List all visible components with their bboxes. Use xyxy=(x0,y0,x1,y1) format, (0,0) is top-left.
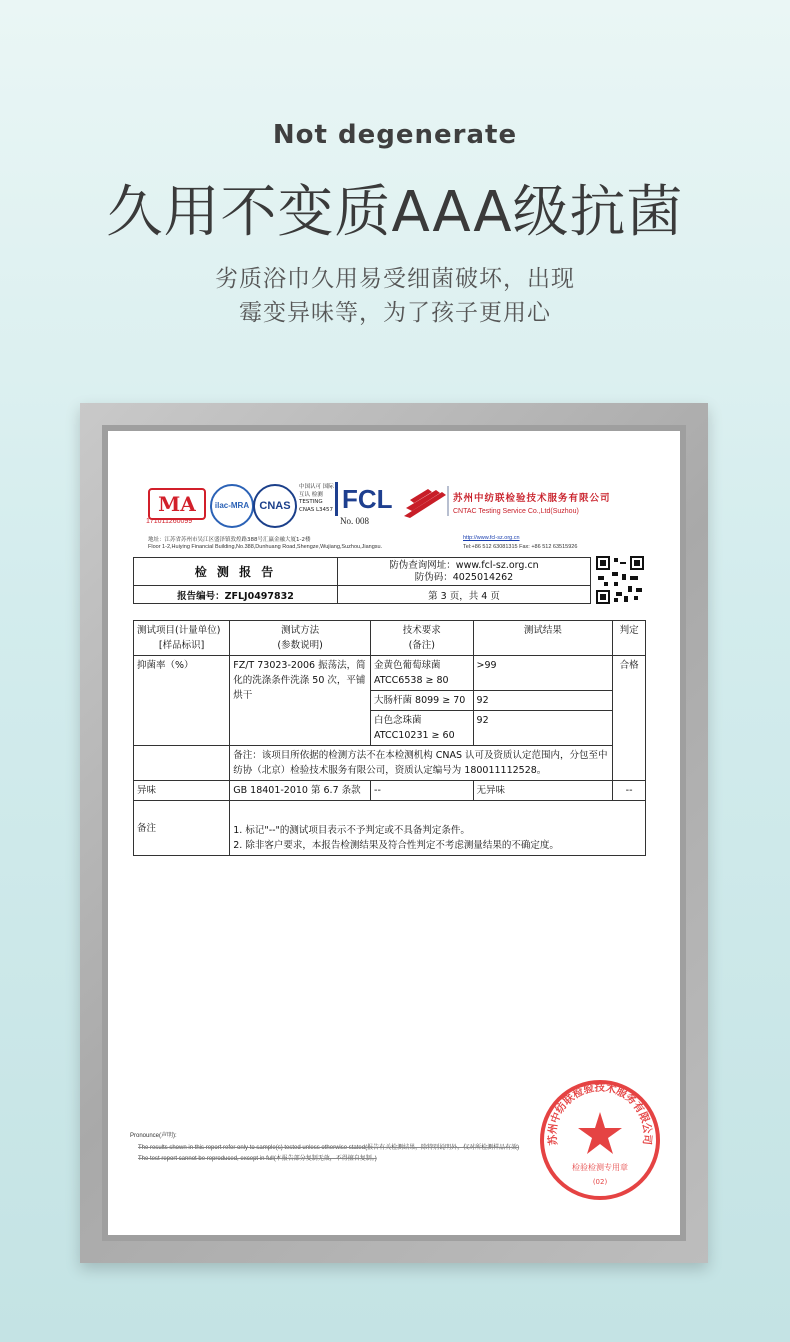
fcl-logo: FCL xyxy=(335,482,386,516)
address-en: Floor 1-2,Huiying Financial Building,No.388,Dunhuang Road,Shengze,Wujiang,Suzhou,Jiangsu. xyxy=(148,544,383,550)
odor-result: 无异味 xyxy=(473,781,613,801)
odor-item: 异味 xyxy=(134,781,230,801)
col-header-result: 测试结果 xyxy=(473,621,613,656)
address-cn: 地址：江苏省苏州市吴江区盛泽镇敦煌路388号汇赢金融大厦1-2楼 xyxy=(148,537,311,543)
antibacterial-method: FZ/T 73023-2006 振荡法，简化的洗涤条件洗涤 50 次，平铺烘干 xyxy=(230,656,371,746)
col-header-method-label: 测试方法 xyxy=(281,625,320,636)
website-link[interactable]: http://www.fcl-sz.org.cn xyxy=(463,535,520,541)
cma-logo: MA xyxy=(148,488,206,520)
org-divider xyxy=(447,486,449,516)
pronounce-title: Pronounce(声明): xyxy=(130,1133,177,1139)
report-title: 检 测 报 告 xyxy=(134,558,338,586)
test-results-table xyxy=(133,620,646,856)
cnas-text: 中国认可 国际互认 检测 TESTING CNAS L3457 xyxy=(299,484,334,513)
cnas-logo: CNAS xyxy=(253,484,297,528)
ilac-mra-logo: ilac-MRA xyxy=(210,484,254,528)
col-header-item-label: 测试项目(计量单位) xyxy=(137,625,221,636)
result-ecoli: 92 xyxy=(473,691,613,711)
result-candida: 92 xyxy=(473,711,613,746)
anti-fake-code: 防伪码：4025014262 xyxy=(414,571,514,583)
remark-line-2: 2. 除非客户要求，本报告检测结果及符合性判定不考虑测量结果的不确定度。 xyxy=(233,840,559,851)
col-header-method-sub: (参数说明) xyxy=(277,640,323,651)
antibacterial-verdict: 合格 xyxy=(613,656,646,781)
report-header-table xyxy=(133,557,591,604)
odor-requirement: -- xyxy=(371,781,474,801)
col-header-method xyxy=(230,621,371,656)
org-emblem-icon xyxy=(402,486,448,522)
remarks-label: 备注 xyxy=(134,801,230,856)
col-header-requirement-label: 技术要求 xyxy=(402,625,441,636)
requirement-candida: 白色念珠菌 ATCC10231 ≥ 60 xyxy=(371,711,474,746)
description-line-1: 劣质浴巾久用易受细菌破坏，出现 xyxy=(215,266,575,292)
requirement-staph: 金黄色葡萄球菌 ATCC6538 ≥ 80 xyxy=(371,656,474,691)
remark-line-1: 1. 标记"--"的测试项目表示不予判定或不具备判定条件。 xyxy=(233,825,470,836)
col-header-verdict: 判定 xyxy=(613,621,646,656)
subtitle-en: Not degenerate xyxy=(272,120,518,150)
odor-verdict: -- xyxy=(613,781,646,801)
official-seal-stamp xyxy=(538,1078,662,1202)
odor-method: GB 18401-2010 第 6.7 条款 xyxy=(230,781,371,801)
org-name-cn: 苏州中纺联检验技术服务有限公司 xyxy=(453,493,611,504)
col-header-requirement-sub: (备注) xyxy=(408,640,435,651)
description-line-2: 霉变异味等，为了孩子更用心 xyxy=(239,300,551,326)
requirement-ecoli: 大肠杆菌 8099 ≥ 70 xyxy=(371,691,474,711)
stamp-sub-text: 检验检测专用章 xyxy=(572,1163,628,1172)
page-indicator: 第 3 页，共 4 页 xyxy=(338,586,591,604)
pronounce-line-2: The test report cannot be reproduced, except in full(本报告部分复制无效，不得擅自复制。) xyxy=(138,1156,377,1162)
pronounce-line-1: The results shown in this report refer only to sample(s) tested unless otherwise stated(报告有关检测结果，除特别说明外，仅对所检测样品有效) xyxy=(138,1145,520,1151)
antibacterial-note: 备注：该项目所依据的检测方法不在本检测机构 CNAS 认可及资质认定范围内，分包至中纺协（北京）检验技术服务有限公司，资质认定编号为 180011112528。 xyxy=(230,746,613,781)
anti-fake-query: 防伪查询网址：www.fcl-sz.org.cn xyxy=(389,559,539,571)
antibacterial-item: 抑菌率（%） xyxy=(134,656,230,746)
stamp-code-text: (02) xyxy=(592,1178,608,1186)
fcl-number: No. 008 xyxy=(340,516,369,526)
org-name-en: CNTAC Testing Service Co.,Ltd(Suzhou) xyxy=(453,508,579,515)
qr-code-icon xyxy=(596,556,644,604)
page-title: 久用不变质AAA级抗菌 xyxy=(106,180,684,245)
result-staph: >99 xyxy=(473,656,613,691)
report-number: 报告编号：ZFLJ0497832 xyxy=(134,586,338,604)
col-header-item xyxy=(134,621,230,656)
phone-fax: Tel:+86 512 63081315 Fax: +86 512 63515926 xyxy=(463,544,578,550)
anti-fake-cell xyxy=(338,558,591,586)
remarks-content xyxy=(230,801,646,856)
cma-number: 171011260099 xyxy=(146,518,193,525)
description xyxy=(0,262,790,330)
col-header-requirement xyxy=(371,621,474,656)
col-header-item-sub: [样品标识] xyxy=(158,640,205,651)
stamp-org-text: 苏州中纺联检验技术服务有限公司 xyxy=(546,1081,654,1146)
antibacterial-blank xyxy=(134,746,230,781)
